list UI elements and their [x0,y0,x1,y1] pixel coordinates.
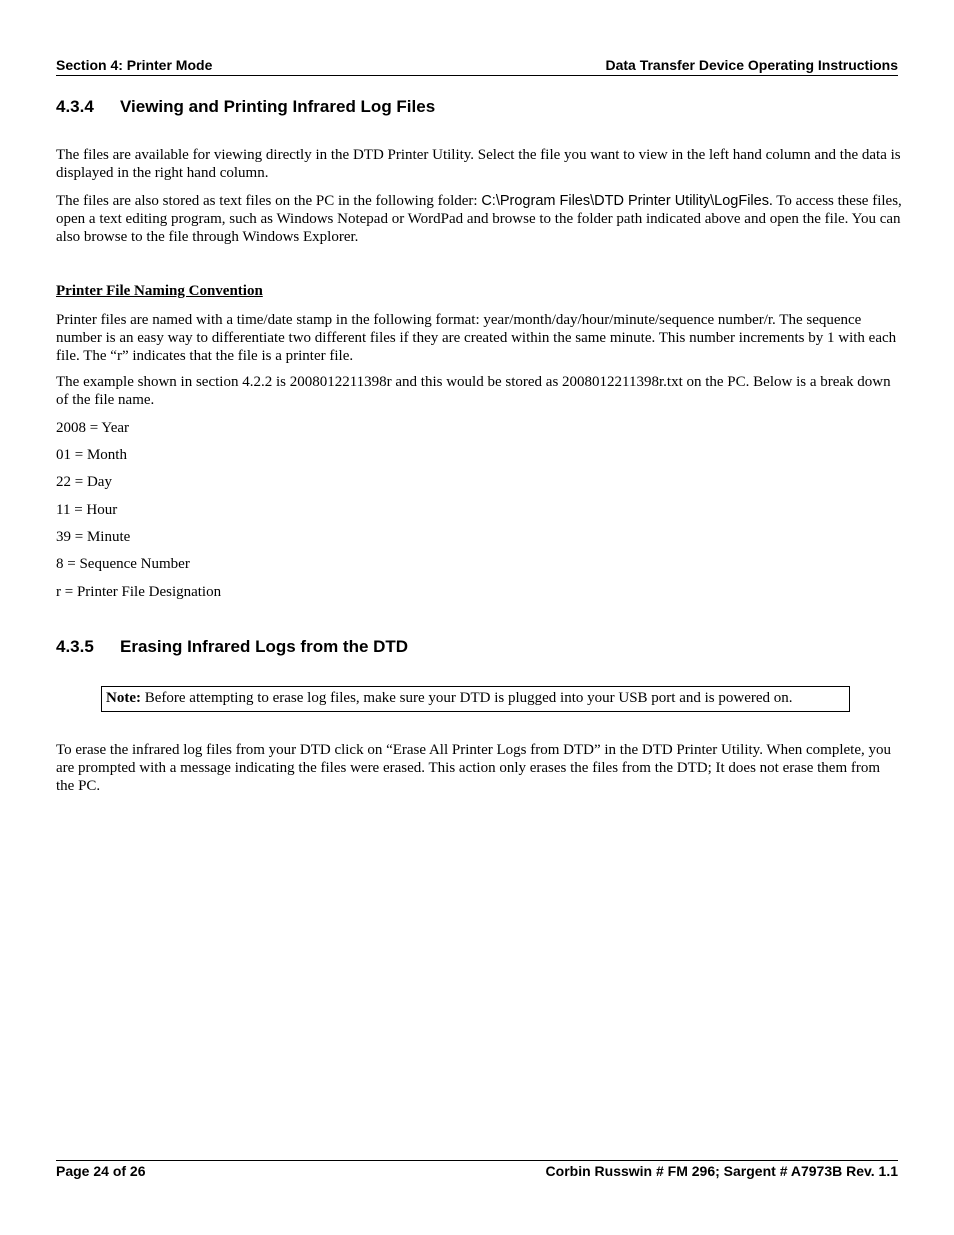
heading-title: Viewing and Printing Infrared Log Files [120,97,436,116]
page-footer [56,1160,898,1181]
folder-path: C:\Program Files\DTD Printer Utility\LogFiles [481,193,769,209]
paragraph-viewing: The files are available for viewing directly in the DTD Printer Utility. Select the file you want to view in the left hand column and the data is displayed in the right hand column. [56,147,901,181]
heading-4-3-5 [56,637,408,657]
list-item: 39 = Minute [56,529,131,545]
storage-text-after: . To access these files, open a text editing program, such as Windows Notepad or WordPad and browse to the folder path indicated above and open the file. You can also browse to the file through Windows Explorer. [56,193,902,245]
heading-number: 4.3.5 [56,637,94,656]
note-label: Note: [106,690,141,706]
header-document-title: Data Transfer Device Operating Instructions [605,57,898,73]
storage-text-before: The files are also stored as text files on the PC in the following folder: [56,193,482,209]
list-item: 11 = Hour [56,502,118,518]
list-item: 22 = Day [56,474,112,490]
list-item: 01 = Month [56,447,127,463]
footer-page-number: Page 24 of 26 [56,1163,146,1179]
header-section-label: Section 4: Printer Mode [56,57,213,73]
footer-document-id: Corbin Russwin # FM 296; Sargent # A7973B Rev. 1.1 [545,1163,898,1179]
note-box [101,686,850,712]
note-text: Before attempting to erase log files, make sure your DTD is plugged into your USB port and is powered on. [140,690,793,706]
page-header [56,55,898,76]
paragraph-storage [56,192,902,246]
paragraph-erase: To erase the infrared log files from your DTD click on “Erase All Printer Logs from DTD” in the DTD Printer Utility. When complete, you are prompted with a message indicating the files were erased. This action only erases the files from the DTD; It does not erase them from the PC. [56,742,891,794]
heading-4-3-4 [56,97,435,117]
list-item: 8 = Sequence Number [56,556,190,572]
list-item: r = Printer File Designation [56,584,222,600]
paragraph-naming-format: Printer files are named with a time/date stamp in the following format: year/month/day/hour/minute/sequence number/r. The sequence number is an easy way to differentiate two different files if they are created within the same minute. This number increments by 1 with each file. The “r” indicates that the file is a printer file. [56,312,897,364]
naming-convention-heading: Printer File Naming Convention [56,283,263,299]
heading-number: 4.3.4 [56,97,94,116]
paragraph-example: The example shown in section 4.2.2 is 2008012211398r and this would be stored as 2008012211398r.txt on the PC. Below is a break down of the file name. [56,374,891,408]
list-item: 2008 = Year [56,420,130,436]
heading-title: Erasing Infrared Logs from the DTD [120,637,409,656]
